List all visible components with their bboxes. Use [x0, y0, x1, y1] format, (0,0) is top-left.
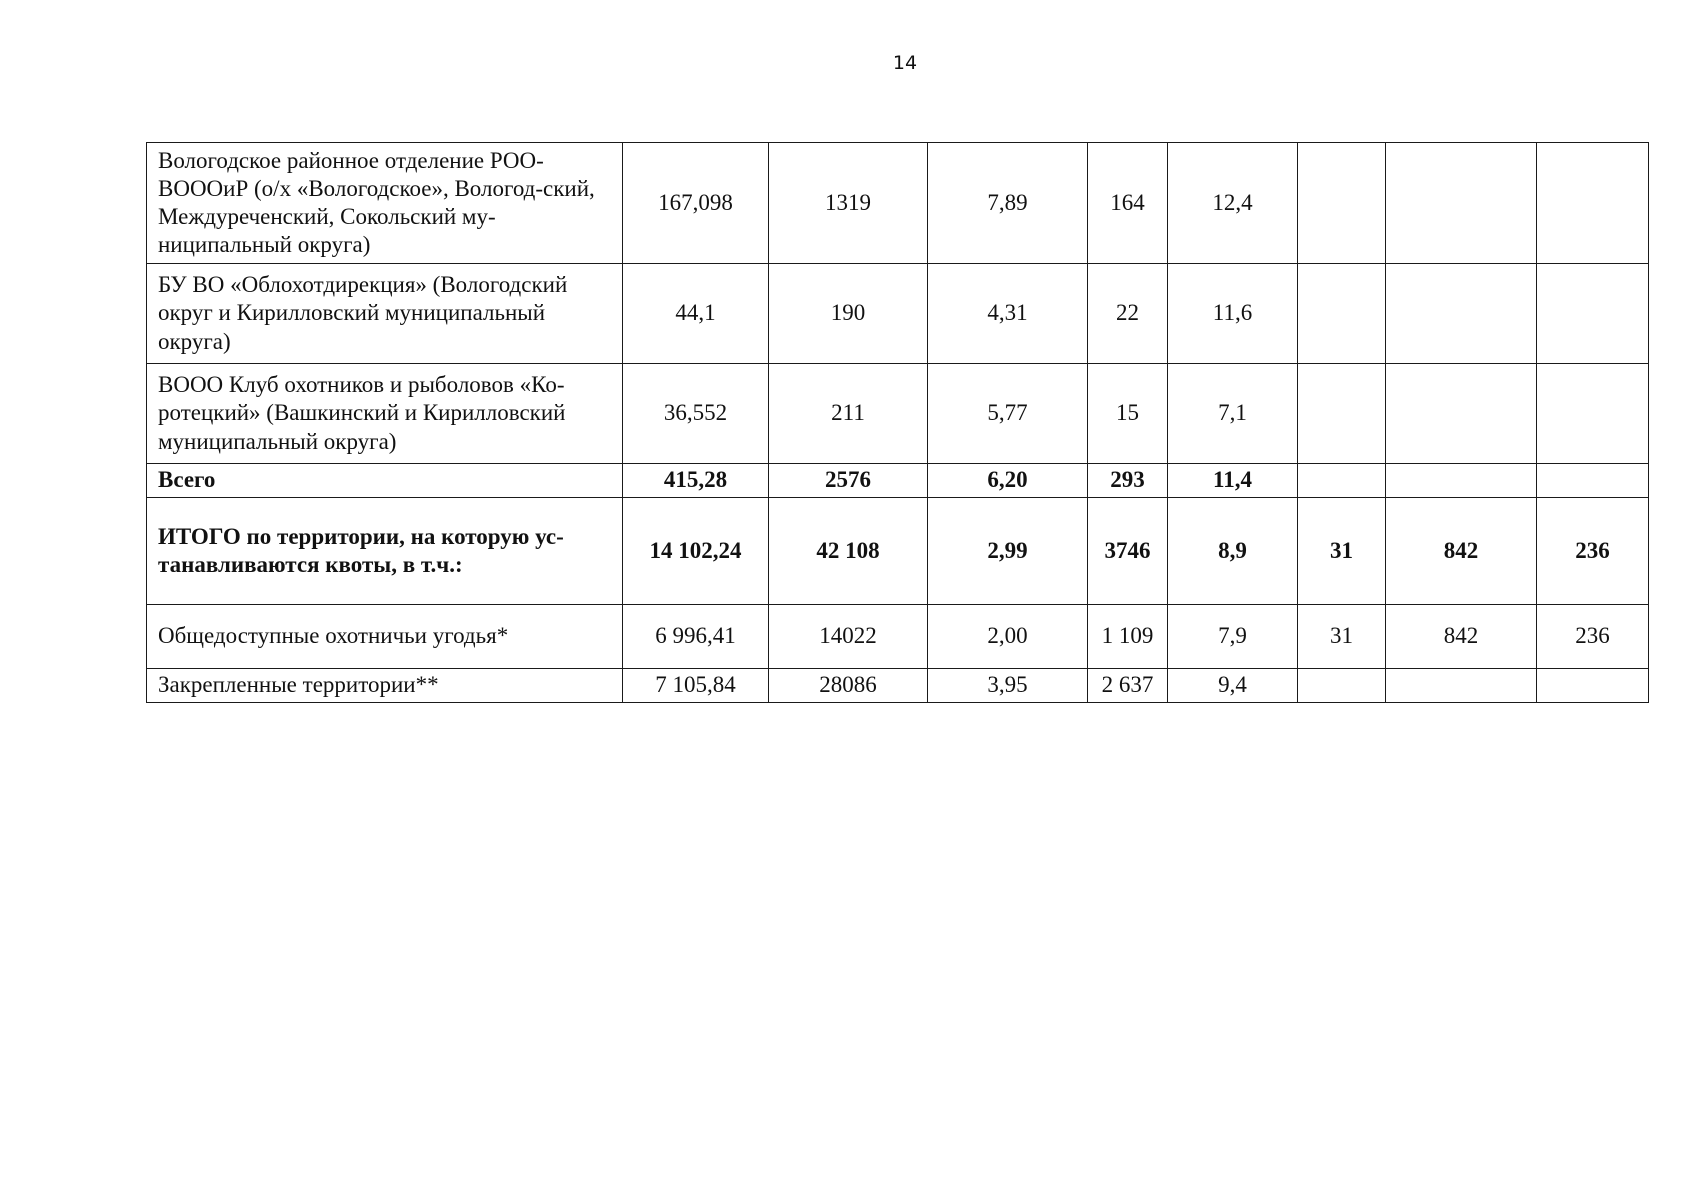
value-cell: 11,6: [1168, 264, 1298, 364]
row-label-cell: Закрепленные территории**: [147, 669, 623, 703]
table-row: [147, 605, 1649, 669]
table-row: [147, 143, 1649, 264]
row-label-cell: БУ ВО «Облохотдирекция» (Вологодский округ и Кирилловский муниципальный округа): [147, 264, 623, 364]
value-cell: [1298, 143, 1386, 264]
value-cell: 36,552: [623, 364, 769, 464]
value-cell: 15: [1088, 364, 1168, 464]
value-cell: [1298, 264, 1386, 364]
quota-table: [146, 142, 1649, 703]
value-cell: [1298, 464, 1386, 498]
value-cell: [1386, 143, 1537, 264]
value-cell: 3,95: [928, 669, 1088, 703]
value-cell: 6 996,41: [623, 605, 769, 669]
value-cell: 12,4: [1168, 143, 1298, 264]
table-row: [147, 464, 1649, 498]
table-row: [147, 498, 1649, 605]
value-cell: 167,098: [623, 143, 769, 264]
value-cell: [1386, 364, 1537, 464]
value-cell: 2576: [769, 464, 928, 498]
value-cell: 164: [1088, 143, 1168, 264]
value-cell: [1386, 464, 1537, 498]
value-cell: 842: [1386, 605, 1537, 669]
value-cell: 11,4: [1168, 464, 1298, 498]
value-cell: 31: [1298, 605, 1386, 669]
value-cell: [1537, 143, 1649, 264]
page-number: 14: [892, 52, 918, 74]
value-cell: 9,4: [1168, 669, 1298, 703]
value-cell: 3746: [1088, 498, 1168, 605]
value-cell: [1537, 264, 1649, 364]
value-cell: 7,1: [1168, 364, 1298, 464]
row-label-cell: ВООО Клуб охотников и рыболовов «Ко-ротецкий» (Вашкинский и Кирилловский муниципальный округа): [147, 364, 623, 464]
value-cell: 7 105,84: [623, 669, 769, 703]
value-cell: [1298, 669, 1386, 703]
row-label-cell: Вологодское районное отделение РОО-ВОООиР (о/х «Вологодское», Вологод-ский, Междуреченский, Сокольский му-ниципальный округа): [147, 143, 623, 264]
value-cell: 14022: [769, 605, 928, 669]
value-cell: [1298, 364, 1386, 464]
row-label-cell: Всего: [147, 464, 623, 498]
value-cell: 31: [1298, 498, 1386, 605]
value-cell: [1386, 264, 1537, 364]
value-cell: 1319: [769, 143, 928, 264]
value-cell: 7,9: [1168, 605, 1298, 669]
value-cell: 1 109: [1088, 605, 1168, 669]
value-cell: [1386, 669, 1537, 703]
value-cell: [1537, 464, 1649, 498]
value-cell: 211: [769, 364, 928, 464]
table-row: [147, 264, 1649, 364]
value-cell: 236: [1537, 498, 1649, 605]
value-cell: 5,77: [928, 364, 1088, 464]
value-cell: 22: [1088, 264, 1168, 364]
value-cell: [1537, 364, 1649, 464]
value-cell: 842: [1386, 498, 1537, 605]
value-cell: 4,31: [928, 264, 1088, 364]
value-cell: 28086: [769, 669, 928, 703]
row-label-cell: Общедоступные охотничьи угодья*: [147, 605, 623, 669]
value-cell: 14 102,24: [623, 498, 769, 605]
table-row: [147, 669, 1649, 703]
value-cell: 6,20: [928, 464, 1088, 498]
value-cell: [1537, 669, 1649, 703]
value-cell: 293: [1088, 464, 1168, 498]
value-cell: 42 108: [769, 498, 928, 605]
value-cell: 7,89: [928, 143, 1088, 264]
row-label-cell: ИТОГО по территории, на которую ус-танавливаются квоты, в т.ч.:: [147, 498, 623, 605]
table-row: [147, 364, 1649, 464]
value-cell: 2,99: [928, 498, 1088, 605]
value-cell: 44,1: [623, 264, 769, 364]
value-cell: 2 637: [1088, 669, 1168, 703]
table-body: [147, 143, 1649, 703]
value-cell: 2,00: [928, 605, 1088, 669]
value-cell: 190: [769, 264, 928, 364]
value-cell: 415,28: [623, 464, 769, 498]
value-cell: 236: [1537, 605, 1649, 669]
value-cell: 8,9: [1168, 498, 1298, 605]
